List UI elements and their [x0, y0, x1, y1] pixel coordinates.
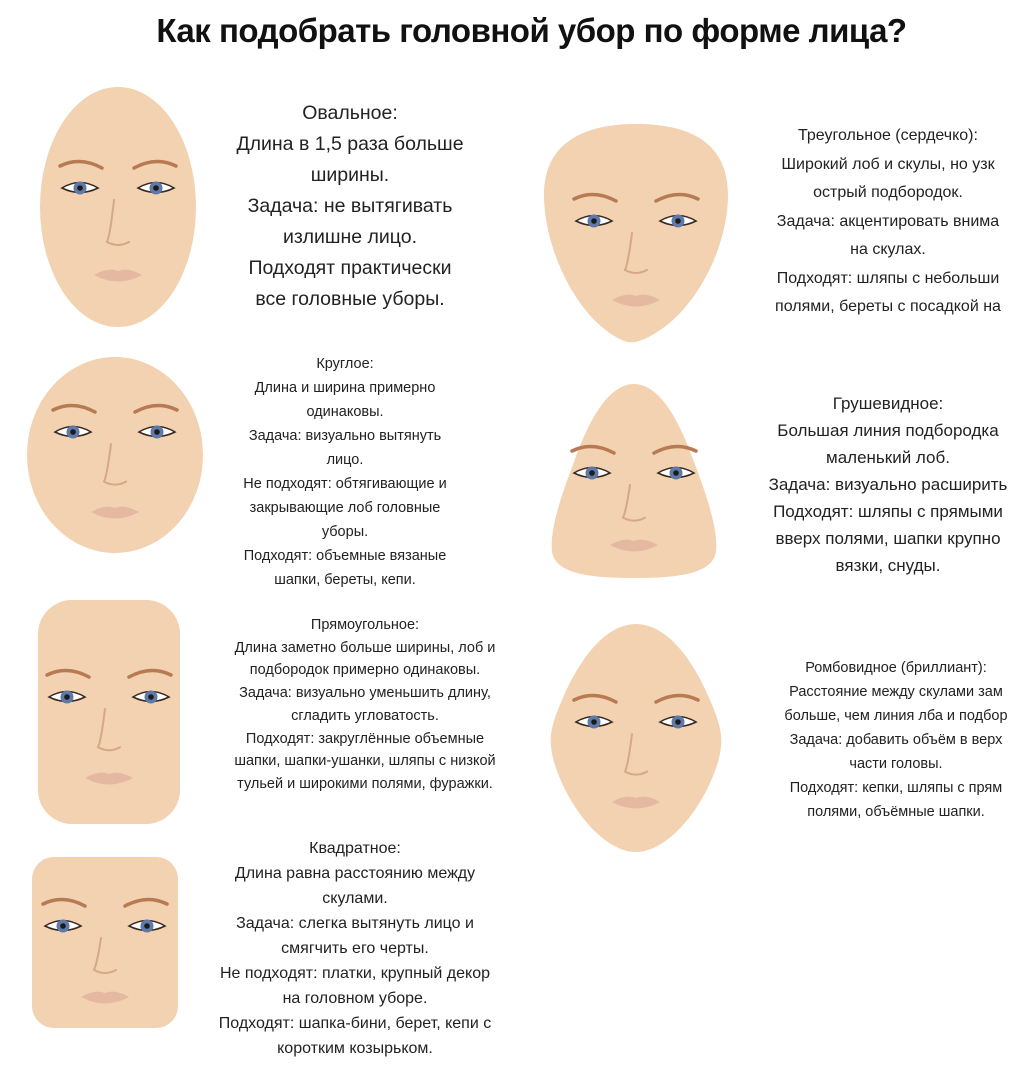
- shape-heading: Овальное:: [302, 102, 398, 124]
- description-line: тульей и широкими полями, фуражки.: [237, 775, 493, 792]
- description-line: Длина в 1,5 раза больше: [236, 133, 464, 155]
- description-line: острый подбородок.: [813, 184, 963, 201]
- shape-heading: Квадратное:: [309, 840, 401, 857]
- description-line: уборы.: [321, 524, 369, 540]
- description-line: Задача: визуально уменьшить длину,: [239, 685, 491, 702]
- right-text-column: [720, 0, 1023, 1087]
- description-line: закрывающие лоб головные: [249, 500, 441, 516]
- oval-face-illustration: [38, 85, 198, 330]
- square-face-illustration: [30, 855, 180, 1030]
- description-line: Расстояние между скулами зам: [789, 684, 1003, 700]
- description-line: Не подходят: платки, крупный декор: [219, 965, 491, 982]
- description-line: Подходят: закруглённые объемные: [245, 730, 485, 747]
- shape-heading: Треугольное (сердечко):: [798, 127, 978, 144]
- description-line: подбородок примерно одинаковы.: [249, 662, 481, 679]
- description-line: Задача: акцентировать внима: [776, 212, 1000, 230]
- diamond-face-illustration: [548, 622, 724, 854]
- description-line: шапки, шапки-ушанки, шляпы с низкой: [234, 753, 496, 770]
- description-line: ширины.: [310, 164, 390, 186]
- description-line: Задача: визуально расширить: [768, 475, 1008, 494]
- description-line: Широкий лоб и скулы, но узк: [781, 155, 995, 173]
- description-line: Задача: не вытягивать: [247, 195, 453, 217]
- description-line: сгладить угловатость.: [291, 707, 439, 724]
- description-line: на головном уборе.: [282, 990, 428, 1007]
- oval-description: [200, 98, 500, 315]
- triangle-description: [738, 122, 1023, 322]
- rectangle-face-illustration: [36, 598, 182, 826]
- description-line: Подходят: шапка-бини, берет, кепи с: [218, 1015, 492, 1032]
- description-line: Подходят: шляпы с небольши: [776, 269, 1000, 287]
- shape-heading: Круглое:: [316, 356, 374, 372]
- description-line: коротким козырьком.: [277, 1040, 433, 1057]
- rectangle-description: [180, 614, 550, 796]
- description-line: Длина и ширина примерно: [254, 380, 436, 396]
- square-description: [180, 836, 530, 1061]
- description-line: маленький лоб.: [826, 448, 950, 467]
- triangle-face-illustration: [542, 120, 730, 345]
- description-line: Подходят практически: [248, 257, 452, 279]
- description-line: полями, объёмные шапки.: [807, 804, 985, 820]
- description-line: полями, береты с посадкой на: [775, 298, 1001, 315]
- description-line: Подходят: шляпы с прямыми: [773, 502, 1003, 521]
- shape-heading: Грушевидное:: [832, 394, 944, 413]
- page-title: Как подобрать головной убор по форме лица?: [156, 12, 907, 49]
- description-line: Длина заметно больше ширины, лоб и: [234, 639, 496, 656]
- description-line: Не подходят: обтягивающие и: [243, 476, 447, 492]
- description-line: все головные уборы.: [255, 288, 445, 310]
- description-line: Задача: добавить объём в верх: [789, 732, 1003, 748]
- round-description: [195, 352, 495, 592]
- description-line: части головы.: [849, 756, 943, 772]
- shape-heading: Ромбовидное (бриллиант):: [805, 660, 987, 676]
- description-line: Задача: слегка вытянуть лицо и: [236, 915, 474, 932]
- pear-face-illustration: [548, 382, 720, 580]
- description-line: Подходят: кепки, шляпы с прям: [789, 780, 1003, 796]
- pear-description: [728, 390, 1023, 579]
- description-line: вязки, снуды.: [835, 556, 941, 575]
- shape-heading: Прямоугольное:: [310, 617, 420, 633]
- diamond-description: [746, 656, 1023, 824]
- description-line: шапки, береты, кепи.: [274, 572, 416, 588]
- description-line: вверх полями, шапки крупно: [775, 529, 1001, 548]
- description-line: Длина равна расстоянию между: [234, 865, 476, 882]
- round-face-illustration: [25, 355, 205, 555]
- description-line: скулами.: [322, 890, 388, 907]
- description-line: излишне лицо.: [282, 226, 418, 248]
- description-line: на скулах.: [850, 241, 926, 258]
- description-line: Подходят: объемные вязаные: [243, 548, 447, 564]
- description-line: больше, чем линия лба и подбор: [784, 708, 1008, 724]
- description-line: смягчить его черты.: [281, 940, 429, 957]
- description-line: лицо.: [326, 452, 364, 468]
- description-line: Большая линия подбородка: [777, 421, 999, 440]
- description-line: Задача: визуально вытянуть: [248, 428, 442, 444]
- description-line: одинаковы.: [306, 404, 384, 420]
